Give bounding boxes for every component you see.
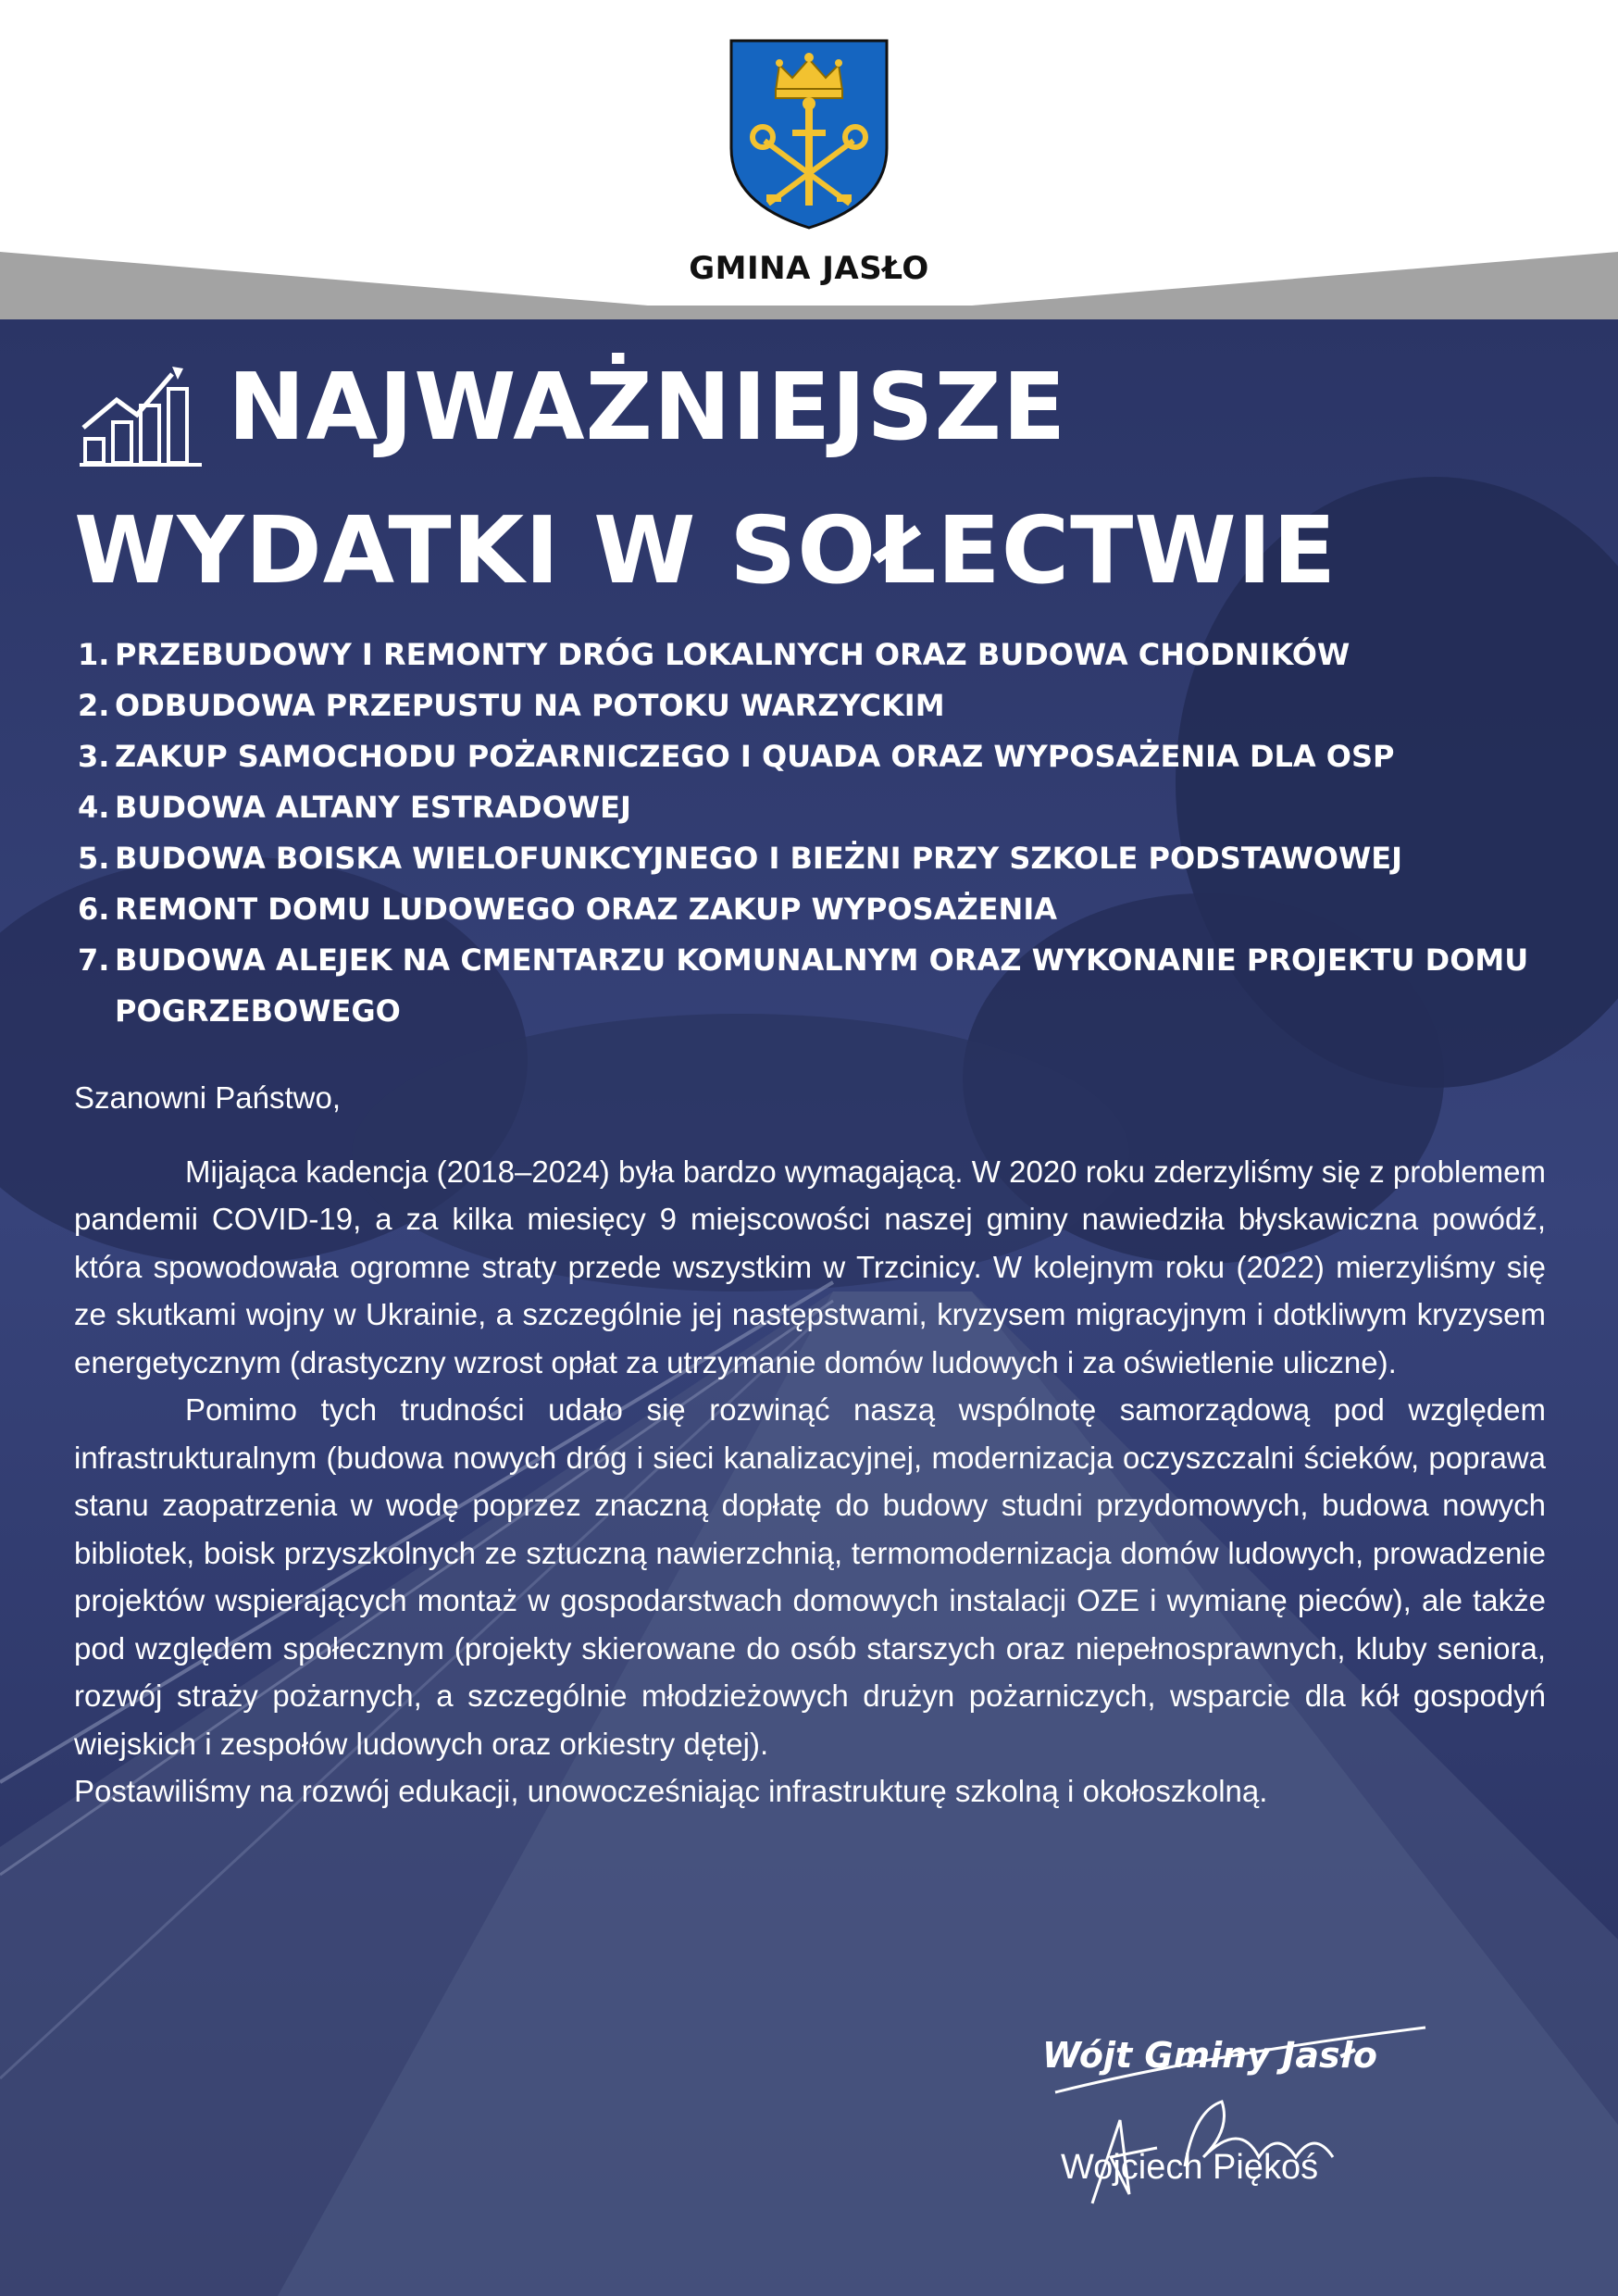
coat-of-arms-icon — [728, 37, 890, 231]
main-panel — [0, 319, 1618, 2296]
signature-block — [1018, 2018, 1462, 2222]
page-title-line-2: WYDATKI W SOŁECTWIE — [74, 496, 1338, 605]
list-item: 2. ODBUDOWA PRZEPUSTU NA POTOKU WARZYCKIM — [78, 688, 945, 723]
list-item: 3. ZAKUP SAMOCHODU POŻARNICZEGO I QUADA ORAZ WYPOSAŻENIA DLA OSP — [78, 739, 1395, 774]
page-header — [0, 0, 1618, 319]
list-item: 5. BUDOWA BOISKA WIELOFUNKCYJNEGO I BIEŻNI PRZY SZKOLE PODSTAWOWEJ — [78, 841, 1403, 876]
letter-body — [74, 1074, 1546, 1816]
growth-chart-icon — [80, 363, 202, 467]
list-item: 4. BUDOWA ALTANY ESTRADOWEJ — [78, 790, 631, 825]
expenses-list — [78, 630, 1559, 1037]
letter-greeting: Szanowni Państwo, — [74, 1080, 341, 1115]
list-item: 6. REMONT DOMU LUDOWEGO ORAZ ZAKUP WYPOSAŻENIA — [78, 892, 1057, 927]
handwritten-signature — [1018, 2018, 1462, 2222]
letter-paragraph-2: Pomimo tych trudności udało się rozwinąć naszą wspólnotę samorządową pod względem infrastrukturalnym (budowa nowych dróg i sieci kanalizacyjnej, modernizacja oczyszczalni ścieków, poprawa stanu zaopatrzenia w wodę poprzez znaczną dopłatę do budowy studni przydomowych, budowa nowych bibliotek, boisk przyszkolnych ze sztuczną nawierzchnią, termomodernizacja domów ludowych, prowadzenie projektów wspierających montaż w gospodarstwach domowych instalacji OZE i wymianę pieców), ale także pod względem społecznym (projekty skierowane do osób starszych oraz niepełnosprawnych, kluby seniora, rozwój straży pożarnych, a szczególnie młodzieżowych drużyn pożarniczych, wsparcie dla kół gospodyń wiejskich i zespołów ludowych oraz orkiestry dętej). — [74, 1392, 1546, 1761]
organization-name: GMINA JASŁO — [689, 250, 929, 287]
signature-name: Wojciech Piękoś — [1061, 2148, 1319, 2187]
signature-role: Wójt Gminy Jasło — [1042, 2035, 1377, 2076]
page-title-line-1: NAJWAŻNIEJSZE — [228, 353, 1067, 461]
list-item: 1. PRZEBUDOWY I REMONTY DRÓG LOKALNYCH ORAZ BUDOWA CHODNIKÓW — [78, 637, 1350, 672]
letter-paragraph-1: Mijająca kadencja (2018–2024) była bardzo wymagającą. W 2020 roku zderzyliśmy się z problemem pandemii COVID-19, a za kilka miesięcy 9 miejscowości naszej gminy nawiedziła błyskawiczna powódź, która spowodowała ogromne straty przede wszystkim w Trzcinicy. W kolejnym roku (2022) mierzyliśmy się ze skutkami wojny w Ukrainie, a szczególnie jej następstwami, kryzysem migracyjnym i dotkliwym kryzysem energetycznym (drastyczny wzrost opłat za utrzymanie domów ludowych i za oświetlenie uliczne). — [74, 1154, 1546, 1379]
list-item: 7. BUDOWA ALEJEK NA CMENTARZU KOMUNALNYM ORAZ WYKONANIE PROJEKTU DOMU POGRZEBOWEGO — [78, 942, 1529, 1029]
letter-paragraph-3: Postawiliśmy na rozwój edukacji, unowocześniając infrastrukturę szkolną i okołoszkolną. — [74, 1774, 1268, 1808]
